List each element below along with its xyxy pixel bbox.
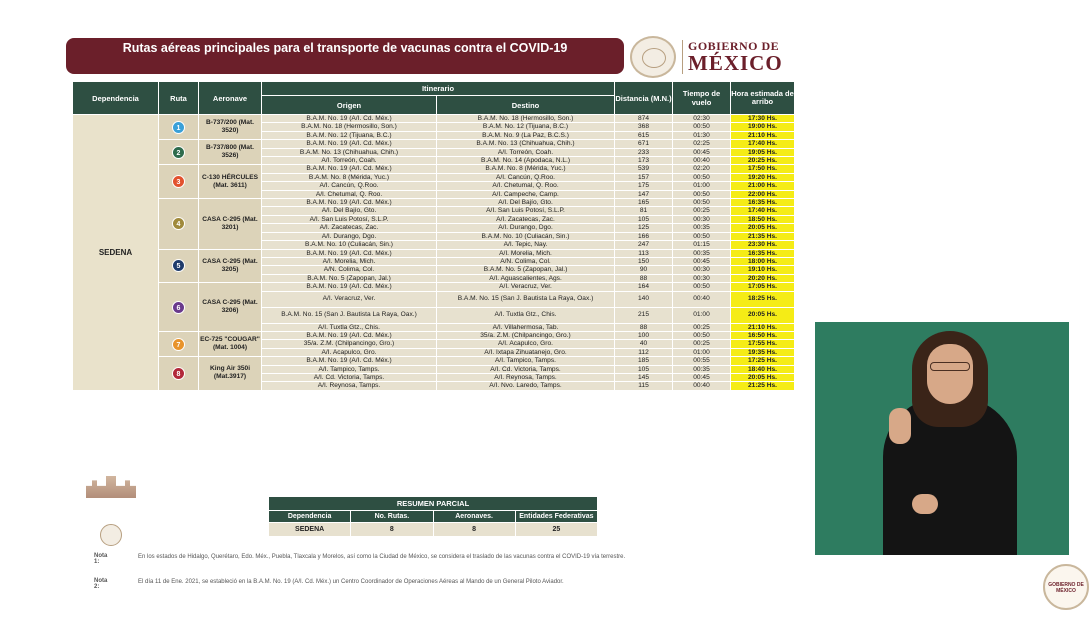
distance-cell: 125	[615, 224, 673, 232]
arrival-time-cell: 16:35 Hs.	[731, 199, 795, 207]
arrival-time-cell: 18:00 Hs.	[731, 257, 795, 265]
flight-time-cell: 01:00	[673, 307, 731, 323]
flight-time-cell: 01:30	[673, 131, 731, 139]
distance-cell: 105	[615, 215, 673, 223]
distance-cell: 90	[615, 266, 673, 274]
origin-cell: B.A.M. No. 8 (Mérida, Yuc.)	[262, 173, 437, 181]
origin-cell: A/I. Chetumal, Q. Roo.	[262, 190, 437, 198]
arrival-time-cell: 17:55 Hs.	[731, 340, 795, 348]
aircraft-cell: CASA C-295 (Mat. 3206)	[199, 283, 262, 332]
routes-table	[72, 81, 795, 391]
destination-cell: A/I. Morelia, Mich.	[437, 249, 615, 257]
distance-cell: 874	[615, 115, 673, 123]
destination-cell: A/I. Chetumal, Q. Roo.	[437, 182, 615, 190]
destination-cell: A/I. Cancún, Q.Roo.	[437, 173, 615, 181]
arrival-time-cell: 19:05 Hs.	[731, 148, 795, 156]
distance-cell: 615	[615, 131, 673, 139]
route-badge: 1	[172, 121, 185, 134]
origin-cell: B.A.M. No. 19 (A/I. Cd. Méx.)	[262, 199, 437, 207]
header-itinerario: Itinerario	[262, 82, 615, 96]
arrival-time-cell: 17:40 Hs.	[731, 140, 795, 148]
table-row	[73, 357, 795, 365]
hand-icon	[889, 408, 911, 444]
logo-line2: MÉXICO	[688, 51, 783, 75]
distance-cell: 147	[615, 190, 673, 198]
arrival-time-cell: 18:50 Hs.	[731, 215, 795, 223]
summary-value: 8	[351, 523, 433, 537]
origin-cell: B.A.M. No. 5 (Zapopan, Jal.)	[262, 274, 437, 282]
origin-cell: B.A.M. No. 18 (Hermosillo, Son.)	[262, 123, 437, 131]
destination-cell: B.A.M. No. 15 (San J. Bautista La Raya, Oax.)	[437, 291, 615, 307]
logo-line1: GOBIERNO DE	[688, 39, 780, 53]
corner-logo	[1043, 564, 1089, 610]
origin-cell: A/I. Tuxtla Gtz., Chis.	[262, 323, 437, 331]
arrival-time-cell: 21:00 Hs.	[731, 182, 795, 190]
logo-divider	[682, 40, 683, 74]
destination-cell: A/I. Cd. Victoria, Tamps.	[437, 365, 615, 373]
distance-cell: 175	[615, 182, 673, 190]
arrival-time-cell: 23:30 Hs.	[731, 241, 795, 249]
destination-cell: A/I. Aguascalientes, Ags.	[437, 274, 615, 282]
origin-cell: 35/a. Z.M. (Chilpancingo, Gro.)	[262, 340, 437, 348]
table-row	[73, 115, 795, 123]
aircraft-cell: King Air 350i (Mat.3917)	[199, 357, 262, 391]
route-number-cell	[159, 165, 199, 199]
aircraft-cell: EC-725 "COUGAR" (Mat. 1004)	[199, 331, 262, 356]
distance-cell: 233	[615, 148, 673, 156]
summary-header: Aeronaves.	[433, 511, 515, 523]
arrival-time-cell: 16:50 Hs.	[731, 331, 795, 339]
routes-body	[73, 115, 795, 391]
distance-cell: 157	[615, 173, 673, 181]
distance-cell: 40	[615, 340, 673, 348]
flight-time-cell: 02:20	[673, 165, 731, 173]
destination-cell: B.A.M. No. 18 (Hermosillo, Son.)	[437, 115, 615, 123]
destination-cell: A/I. Ixtapa Zihuatanejo, Gro.	[437, 348, 615, 356]
arrival-time-cell: 19:20 Hs.	[731, 173, 795, 181]
arrival-time-cell: 22:00 Hs.	[731, 190, 795, 198]
flight-time-cell: 01:15	[673, 241, 731, 249]
destination-cell: A/N. Colima, Col.	[437, 257, 615, 265]
corner-logo-text: GOBIERNO DE MÉXICO	[1048, 582, 1084, 594]
building-icon	[86, 476, 136, 498]
destination-cell: A/I. Durango, Dgo.	[437, 224, 615, 232]
route-number-cell	[159, 283, 199, 332]
summary-table	[268, 496, 598, 537]
arrival-time-cell: 18:40 Hs.	[731, 365, 795, 373]
flight-time-cell: 00:35	[673, 249, 731, 257]
destination-cell: B.A.M. No. 14 (Apodaca, N.L.)	[437, 157, 615, 165]
origin-cell: A/I. Veracruz, Ver.	[262, 291, 437, 307]
table-row	[73, 165, 795, 173]
destination-cell: A/I. Tepic, Nay.	[437, 241, 615, 249]
route-number-cell	[159, 115, 199, 140]
table-row	[73, 331, 795, 339]
distance-cell: 247	[615, 241, 673, 249]
table-row	[73, 140, 795, 148]
flight-time-cell: 00:30	[673, 215, 731, 223]
destination-cell: A/I. Reynosa, Tamps.	[437, 373, 615, 381]
flight-time-cell: 00:45	[673, 257, 731, 265]
origin-cell: B.A.M. No. 12 (Tijuana, B.C.)	[262, 131, 437, 139]
origin-cell: A/I. Durango, Dgo.	[262, 232, 437, 240]
header-dependencia: Dependencia	[73, 82, 159, 115]
destination-cell: A/I. San Luis Potosí, S.L.P.	[437, 207, 615, 215]
origin-cell: B.A.M. No. 19 (A/I. Cd. Méx.)	[262, 331, 437, 339]
distance-cell: 671	[615, 140, 673, 148]
table-row	[73, 249, 795, 257]
destination-cell: B.A.M. No. 13 (Chihuahua, Chih.)	[437, 140, 615, 148]
distance-cell: 113	[615, 249, 673, 257]
bicentennial-logo	[80, 472, 140, 532]
distance-cell: 145	[615, 373, 673, 381]
flight-time-cell: 01:00	[673, 182, 731, 190]
route-badge: 6	[172, 301, 185, 314]
origin-cell: B.A.M. No. 19 (A/I. Cd. Méx.)	[262, 249, 437, 257]
origin-cell: A/N. Colima, Col.	[262, 266, 437, 274]
arrival-time-cell: 17:05 Hs.	[731, 283, 795, 291]
header-distancia: Distancia (M.N.)	[615, 82, 673, 115]
flight-time-cell: 00:35	[673, 365, 731, 373]
arrival-time-cell: 16:35 Hs.	[731, 249, 795, 257]
flight-time-cell: 00:50	[673, 123, 731, 131]
flight-time-cell: 00:50	[673, 331, 731, 339]
flight-time-cell: 00:25	[673, 207, 731, 215]
distance-cell: 81	[615, 207, 673, 215]
emblem-icon	[100, 524, 122, 546]
aircraft-cell: CASA C-295 (Mat. 3205)	[199, 249, 262, 283]
note-label: Nota 2:	[94, 578, 108, 590]
summary-value: 8	[433, 523, 515, 537]
arrival-time-cell: 19:10 Hs.	[731, 266, 795, 274]
arrival-time-cell: 20:05 Hs.	[731, 307, 795, 323]
destination-cell: A/I. Acapulco, Gro.	[437, 340, 615, 348]
flight-time-cell: 00:45	[673, 373, 731, 381]
route-number-cell	[159, 249, 199, 283]
route-badge: 2	[172, 146, 185, 159]
flight-time-cell: 00:50	[673, 190, 731, 198]
flight-time-cell: 00:30	[673, 266, 731, 274]
origin-cell: B.A.M. No. 10 (Culiacán, Sin.)	[262, 241, 437, 249]
origin-cell: A/I. Torreón, Coah.	[262, 157, 437, 165]
summary-title: RESUMEN PARCIAL	[269, 497, 598, 511]
dependencia-cell: SEDENA	[73, 115, 159, 391]
flight-time-cell: 00:50	[673, 283, 731, 291]
aircraft-cell: C-130 HÉRCULES (Mat. 3611)	[199, 165, 262, 199]
arrival-time-cell: 17:50 Hs.	[731, 165, 795, 173]
arrival-time-cell: 21:10 Hs.	[731, 131, 795, 139]
origin-cell: A/I. Zacatecas, Zac.	[262, 224, 437, 232]
note-text: El día 11 de Ene. 2021, se estableció en la B.A.M. No. 19 (A/I. Cd. Méx.) un Centro Coordinador de Operaciones Aéreas al Mando de un General Piloto Aviador.	[138, 579, 564, 585]
arrival-time-cell: 20:20 Hs.	[731, 274, 795, 282]
destination-cell: A/I. Veracruz, Ver.	[437, 283, 615, 291]
distance-cell: 166	[615, 232, 673, 240]
distance-cell: 140	[615, 291, 673, 307]
origin-cell: B.A.M. No. 15 (San J. Bautista La Raya, Oax.)	[262, 307, 437, 323]
destination-cell: A/I. Tuxtla Gtz., Chis.	[437, 307, 615, 323]
arrival-time-cell: 19:35 Hs.	[731, 348, 795, 356]
destination-cell: B.A.M. No. 10 (Culiacán, Sin.)	[437, 232, 615, 240]
arrival-time-cell: 17:25 Hs.	[731, 357, 795, 365]
distance-cell: 100	[615, 331, 673, 339]
distance-cell: 105	[615, 365, 673, 373]
flight-time-cell: 00:30	[673, 274, 731, 282]
summary-header: No. Rutas.	[351, 511, 433, 523]
distance-cell: 368	[615, 123, 673, 131]
distance-cell: 164	[615, 283, 673, 291]
arrival-time-cell: 21:35 Hs.	[731, 232, 795, 240]
summary-header: Dependencia	[269, 511, 351, 523]
gobierno-logo	[630, 36, 810, 78]
origin-cell: B.A.M. No. 19 (A/I. Cd. Méx.)	[262, 140, 437, 148]
route-number-cell	[159, 140, 199, 165]
flight-time-cell: 00:25	[673, 340, 731, 348]
flight-time-cell: 00:35	[673, 224, 731, 232]
route-badge: 8	[172, 367, 185, 380]
glasses-icon	[930, 362, 970, 371]
header-aeronave: Aeronave	[199, 82, 262, 115]
distance-cell: 173	[615, 157, 673, 165]
arrival-time-cell: 21:25 Hs.	[731, 382, 795, 390]
route-number-cell	[159, 199, 199, 249]
destination-cell: B.A.M. No. 8 (Mérida, Yuc.)	[437, 165, 615, 173]
distance-cell: 88	[615, 323, 673, 331]
route-badge: 5	[172, 259, 185, 272]
distance-cell: 215	[615, 307, 673, 323]
summary-header: Entidades Federativas	[515, 511, 597, 523]
arrival-time-cell: 20:25 Hs.	[731, 157, 795, 165]
table-row	[73, 283, 795, 291]
summary-value: SEDENA	[269, 523, 351, 537]
destination-cell: B.A.M. No. 9 (La Paz, B.C.S.)	[437, 131, 615, 139]
destination-cell: A/I. Nvo. Laredo, Tamps.	[437, 382, 615, 390]
flight-time-cell: 01:00	[673, 348, 731, 356]
distance-cell: 112	[615, 348, 673, 356]
route-badge: 3	[172, 175, 185, 188]
arrival-time-cell: 21:10 Hs.	[731, 323, 795, 331]
destination-cell: B.A.M. No. 5 (Zapopan, Jal.)	[437, 266, 615, 274]
arrival-time-cell: 17:30 Hs.	[731, 115, 795, 123]
header-hora: Hora estimada de arribo	[731, 82, 795, 115]
flight-time-cell: 02:30	[673, 115, 731, 123]
distance-cell: 539	[615, 165, 673, 173]
distance-cell: 165	[615, 199, 673, 207]
origin-cell: A/I. Cd. Victoria, Tamps.	[262, 373, 437, 381]
origin-cell: A/I. Del Bajío, Gto.	[262, 207, 437, 215]
page-title: Rutas aéreas principales para el transporte de vacunas contra el COVID-19	[66, 38, 624, 74]
route-badge: 4	[172, 217, 185, 230]
header-destino: Destino	[437, 96, 615, 115]
origin-cell: A/I. Cancún, Q.Roo.	[262, 182, 437, 190]
origin-cell: B.A.M. No. 19 (A/I. Cd. Méx.)	[262, 165, 437, 173]
destination-cell: 35/a. Z.M. (Chilpancingo, Gro.)	[437, 331, 615, 339]
sign-language-video	[815, 322, 1069, 555]
header-ruta: Ruta	[159, 82, 199, 115]
aircraft-cell: B-737/800 (Mat. 3526)	[199, 140, 262, 165]
destination-cell: A/I. Zacatecas, Zac.	[437, 215, 615, 223]
route-number-cell	[159, 331, 199, 356]
flight-time-cell: 00:40	[673, 382, 731, 390]
arrival-time-cell: 18:25 Hs.	[731, 291, 795, 307]
interpreter-face	[927, 344, 973, 404]
distance-cell: 185	[615, 357, 673, 365]
flight-time-cell: 00:55	[673, 357, 731, 365]
origin-cell: A/I. Acapulco, Gro.	[262, 348, 437, 356]
flight-time-cell: 00:40	[673, 157, 731, 165]
flight-time-cell: 00:50	[673, 173, 731, 181]
route-badge: 7	[172, 338, 185, 351]
destination-cell: B.A.M. No. 12 (Tijuana, B.C.)	[437, 123, 615, 131]
origin-cell: B.A.M. No. 13 (Chihuahua, Chih.)	[262, 148, 437, 156]
note-text: En los estados de Hidalgo, Querétaro, Edo. Méx., Puebla, Tlaxcala y Morelos, así como la Ciudad de México, se considera el traslado de las vacunas contra el COVID-19 vía terrestre.	[138, 554, 626, 560]
arrival-time-cell: 17:40 Hs.	[731, 207, 795, 215]
destination-cell: A/I. Del Bajío, Gto.	[437, 199, 615, 207]
origin-cell: B.A.M. No. 19 (A/I. Cd. Méx.)	[262, 283, 437, 291]
aircraft-cell: B-737/200 (Mat. 3520)	[199, 115, 262, 140]
route-number-cell	[159, 357, 199, 391]
header-origen: Origen	[262, 96, 437, 115]
aircraft-cell: CASA C-295 (Mat. 3201)	[199, 199, 262, 249]
flight-time-cell: 00:50	[673, 199, 731, 207]
distance-cell: 88	[615, 274, 673, 282]
distance-cell: 150	[615, 257, 673, 265]
flight-time-cell: 02:25	[673, 140, 731, 148]
origin-cell: A/I. Tampico, Tamps.	[262, 365, 437, 373]
destination-cell: A/I. Campeche, Camp.	[437, 190, 615, 198]
table-row	[73, 199, 795, 207]
hand-icon	[912, 494, 938, 514]
flight-time-cell: 00:45	[673, 148, 731, 156]
header-tiempo: Tiempo de vuelo	[673, 82, 731, 115]
destination-cell: A/I. Tampico, Tamps.	[437, 357, 615, 365]
flight-time-cell: 00:50	[673, 232, 731, 240]
origin-cell: B.A.M. No. 19 (A/I. Cd. Méx.)	[262, 357, 437, 365]
flight-time-cell: 00:25	[673, 323, 731, 331]
arrival-time-cell: 19:00 Hs.	[731, 123, 795, 131]
flight-time-cell: 00:40	[673, 291, 731, 307]
destination-cell: A/I. Torreón, Coah.	[437, 148, 615, 156]
origin-cell: B.A.M. No. 19 (A/I. Cd. Méx.)	[262, 115, 437, 123]
note-label: Nota 1:	[94, 553, 108, 565]
seal-icon	[630, 36, 676, 78]
arrival-time-cell: 20:05 Hs.	[731, 373, 795, 381]
origin-cell: A/I. San Luis Potosí, S.L.P.	[262, 215, 437, 223]
origin-cell: A/I. Morelia, Mich.	[262, 257, 437, 265]
arrival-time-cell: 20:05 Hs.	[731, 224, 795, 232]
destination-cell: A/I. Villahermosa, Tab.	[437, 323, 615, 331]
distance-cell: 115	[615, 382, 673, 390]
summary-value: 25	[515, 523, 597, 537]
origin-cell: A/I. Reynosa, Tamps.	[262, 382, 437, 390]
